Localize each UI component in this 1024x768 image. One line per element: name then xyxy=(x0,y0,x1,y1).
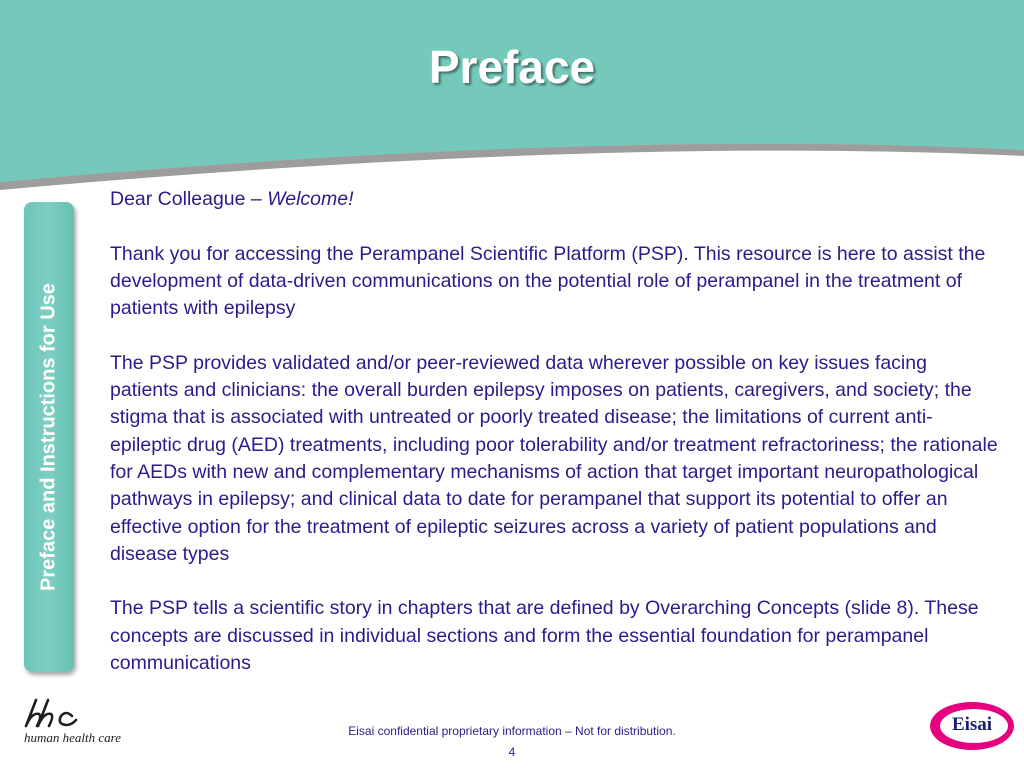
greeting-text: Dear Colleague – xyxy=(110,188,268,210)
eisai-logo-text: Eisai xyxy=(951,714,993,735)
greeting-line xyxy=(110,186,1000,213)
paragraph-structure: The PSP tells a scientific story in chapters that are defined by Overarching Concepts (slide 8). These concepts are discussed in individual sections and form the essential foundation for perampanel communications xyxy=(110,597,979,675)
paragraph-scope: The PSP provides validated and/or peer-reviewed data wherever possible on key issues facing patients and clinicians: the overall burden epilepsy imposes on patients, caregivers, and society; the stigma that is associated with untreated or poorly treated disease; the limitations of current anti-epileptic drug (AED) treatments, including poor tolerability and/or treatment refractoriness; the rationale for AEDs with new and complementary mechanisms of action that target important neuropathological pathways in epilepsy; and clinical data to date for perampanel that support its potential to offer an effective option for the treatment of epileptic seizures across a variety of patient populations and disease types xyxy=(110,351,998,565)
paragraph-intro: Thank you for accessing the Perampanel Scientific Platform (PSP). This resource is here to assist the development of data-driven communications on the potential role of perampanel in the treatment of patients with epilepsy xyxy=(110,242,986,320)
side-tab xyxy=(24,202,74,672)
confidential-notice: Eisai confidential proprietary information – Not for distribution. xyxy=(348,724,676,738)
hhc-logo-caption: human health care xyxy=(24,730,121,745)
header-band xyxy=(0,0,1024,200)
slide-body xyxy=(110,186,1000,677)
greeting-welcome: Welcome! xyxy=(267,188,354,210)
eisai-logo xyxy=(928,700,1016,752)
page-number: 4 xyxy=(508,745,516,759)
side-tab-label: Preface and Instructions for Use xyxy=(37,283,60,591)
slide-title: Preface xyxy=(428,41,596,93)
